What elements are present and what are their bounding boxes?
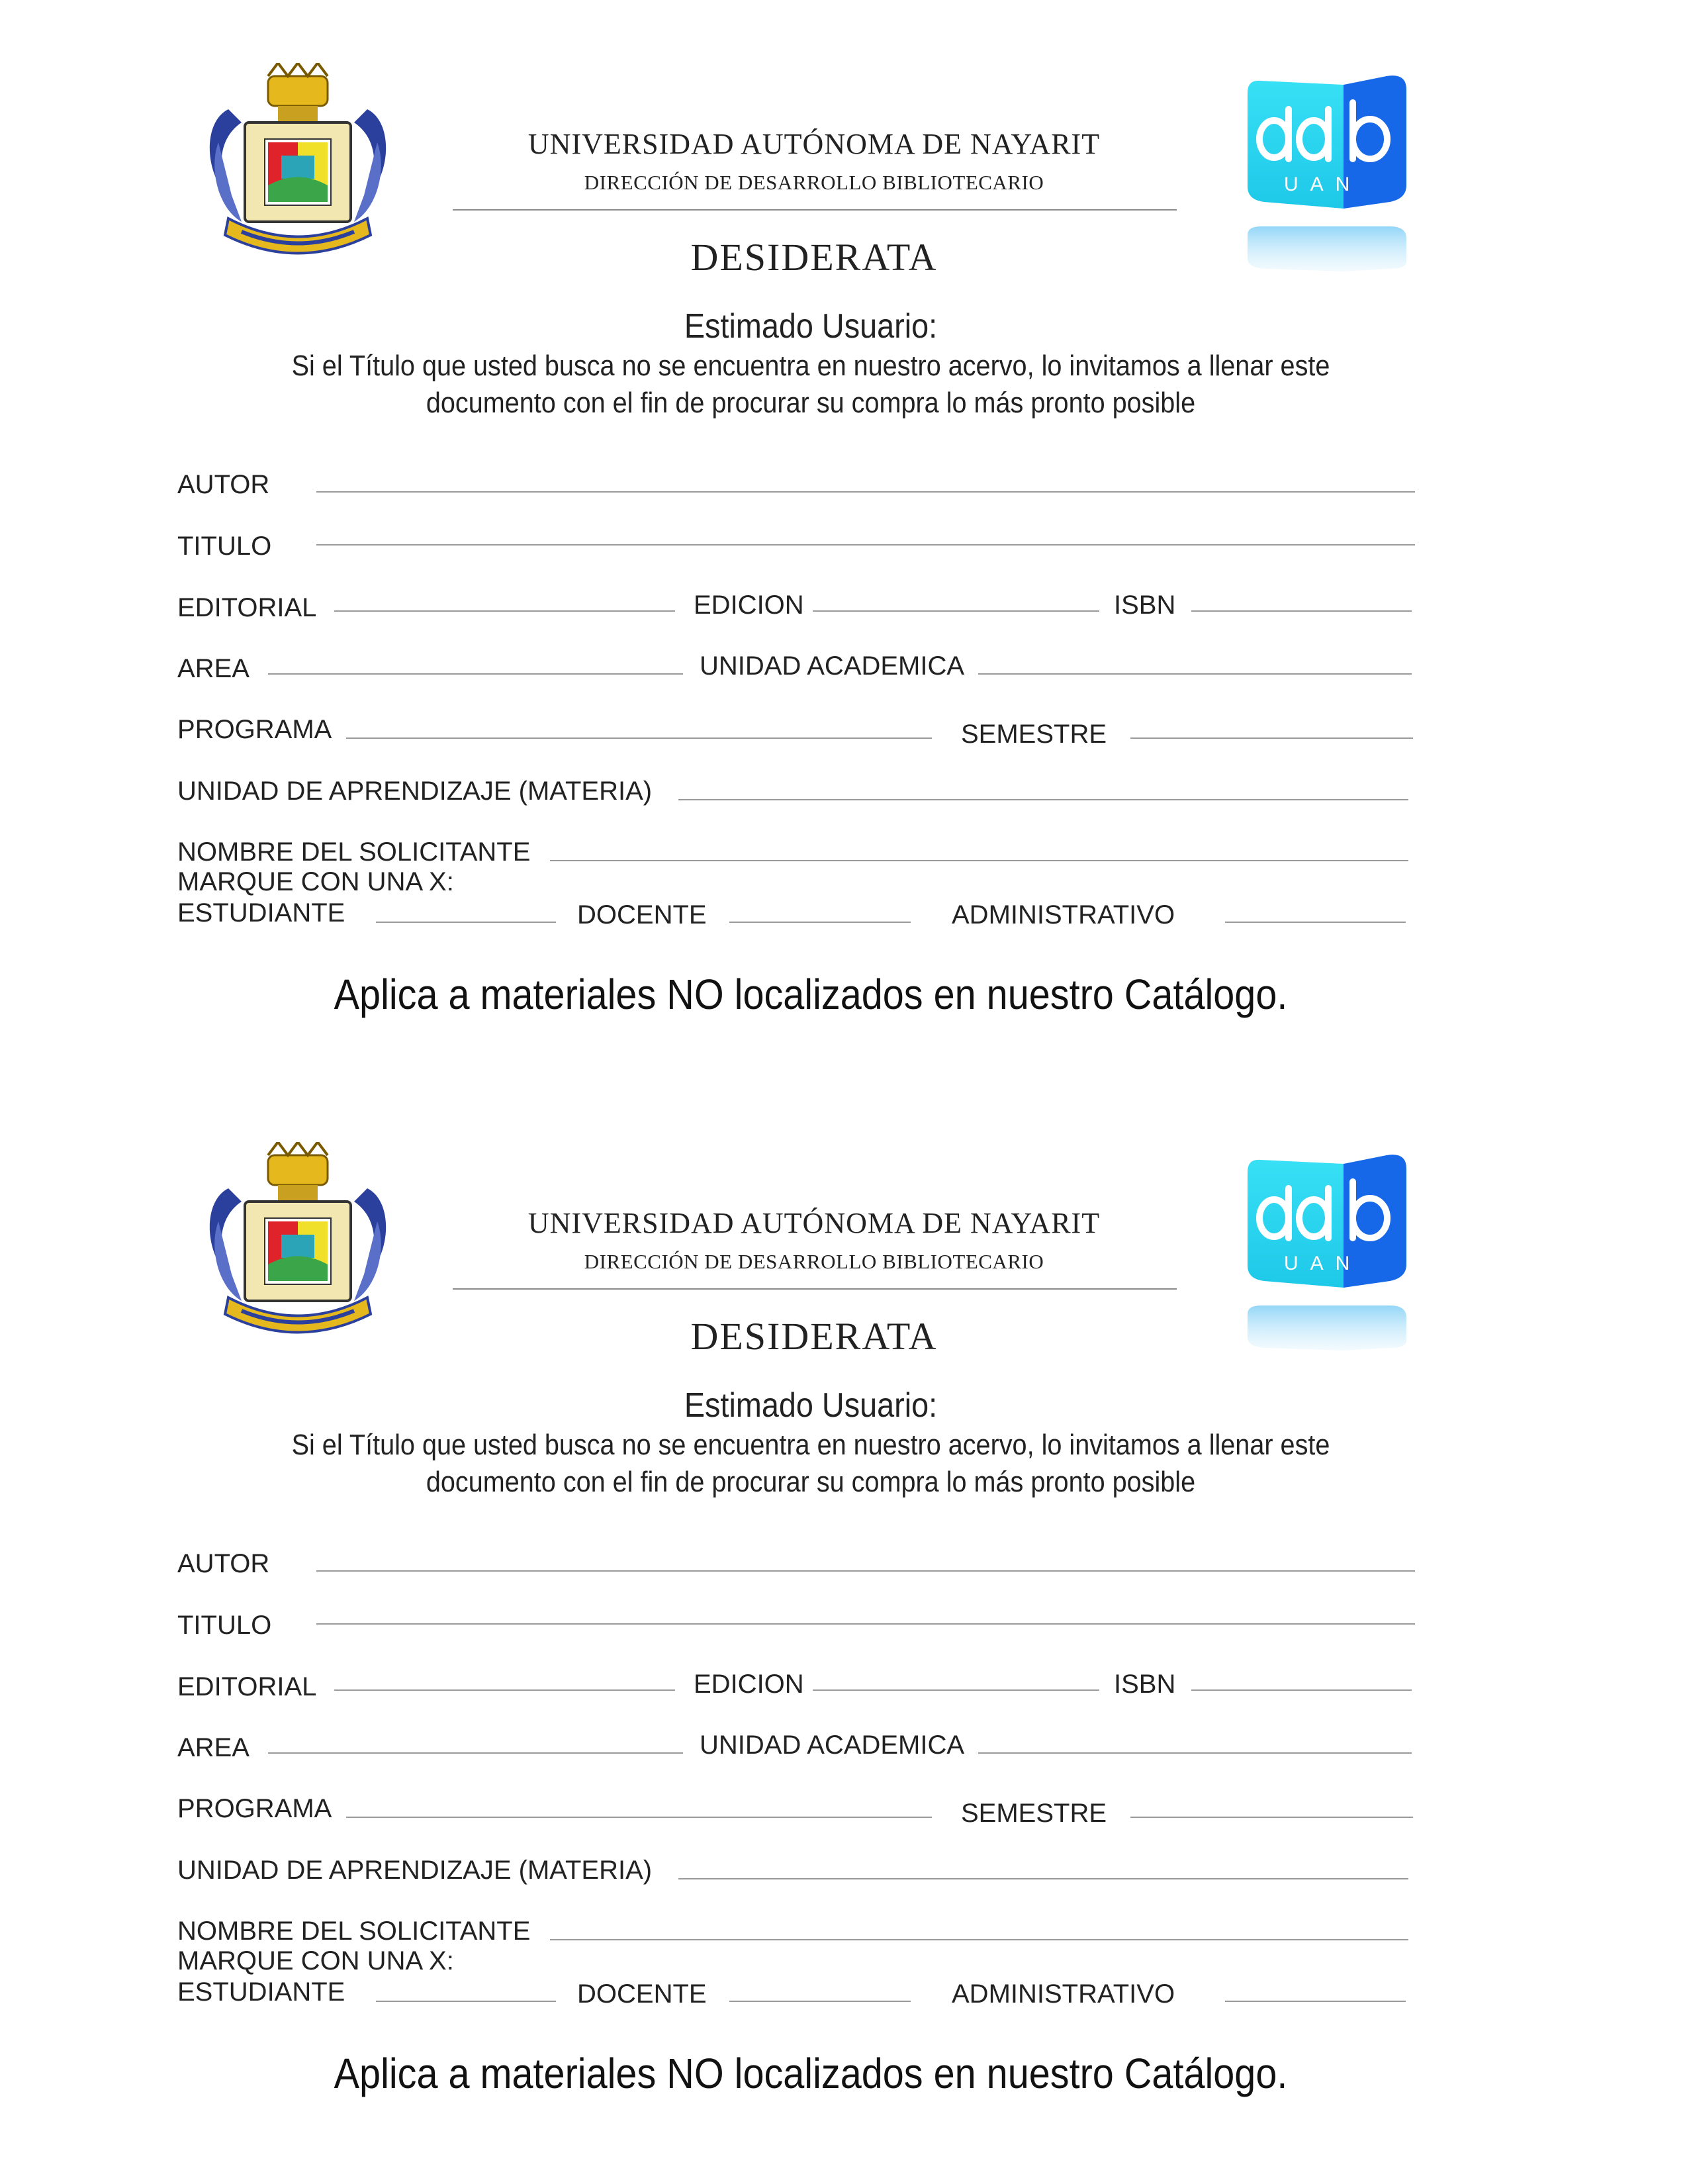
form-title: DESIDERATA bbox=[690, 236, 938, 279]
programa-field[interactable] bbox=[346, 1817, 932, 1818]
editorial-label: EDITORIAL bbox=[177, 1672, 317, 1701]
docente-checkbox-line[interactable] bbox=[729, 922, 911, 923]
ddb-uan-logo bbox=[1248, 1152, 1406, 1351]
docente-label: DOCENTE bbox=[577, 900, 707, 929]
titulo-field[interactable] bbox=[316, 544, 1415, 546]
edicion-label: EDICION bbox=[694, 591, 804, 620]
ddb-uan-logo bbox=[1248, 73, 1406, 271]
programa-label: PROGRAMA bbox=[177, 1794, 332, 1823]
university-crest-logo bbox=[202, 1142, 394, 1344]
unidad-aprendizaje-label: UNIDAD DE APRENDIZAJE (MATERIA) bbox=[177, 777, 653, 806]
autor-label: AUTOR bbox=[177, 1549, 270, 1578]
docente-checkbox-line[interactable] bbox=[729, 2001, 911, 2002]
desiderata-form bbox=[0, 1079, 1687, 2165]
estudiante-label: ESTUDIANTE bbox=[177, 1977, 345, 2007]
svg-text:UAN: UAN bbox=[1284, 173, 1362, 195]
area-field[interactable] bbox=[268, 673, 683, 675]
intro-line-1: Si el Título que usted busca no se encuentra en nuestro acervo, lo invitamos a llenar este bbox=[291, 1429, 1330, 1461]
desiderata-form bbox=[0, 0, 1687, 1086]
university-name: UNIVERSIDAD AUTÓNOMA DE NAYARIT bbox=[527, 128, 1101, 160]
area-label: AREA bbox=[177, 1733, 250, 1762]
edicion-field[interactable] bbox=[813, 1689, 1099, 1691]
isbn-field[interactable] bbox=[1191, 610, 1412, 612]
titulo-label: TITULO bbox=[177, 532, 272, 561]
unidad-academica-field[interactable] bbox=[978, 673, 1412, 675]
nombre-solicitante-field[interactable] bbox=[550, 1939, 1408, 1940]
editorial-field[interactable] bbox=[334, 1689, 675, 1691]
estudiante-checkbox-line[interactable] bbox=[376, 922, 556, 923]
nombre-solicitante-field[interactable] bbox=[550, 860, 1408, 861]
unidad-aprendizaje-label: UNIDAD DE APRENDIZAJE (MATERIA) bbox=[177, 1856, 653, 1885]
area-label: AREA bbox=[177, 654, 250, 683]
greeting: Estimado Usuario: bbox=[684, 1386, 938, 1425]
administrativo-label: ADMINISTRATIVO bbox=[952, 1979, 1175, 2009]
intro-line-2: documento con el fin de procurar su compra lo más pronto posible bbox=[426, 387, 1196, 419]
footer-note: Aplica a materiales NO localizados en nuestro Catálogo. bbox=[334, 2050, 1288, 2097]
administrativo-checkbox-line[interactable] bbox=[1225, 922, 1406, 923]
edicion-label: EDICION bbox=[694, 1670, 804, 1699]
titulo-field[interactable] bbox=[316, 1623, 1415, 1625]
header-rule bbox=[453, 1288, 1177, 1290]
intro-line-2: documento con el fin de procurar su compra lo más pronto posible bbox=[426, 1466, 1196, 1498]
department-name: DIRECCIÓN DE DESARROLLO BIBLIOTECARIO bbox=[584, 1250, 1044, 1273]
isbn-field[interactable] bbox=[1191, 1689, 1412, 1691]
unidad-aprendizaje-field[interactable] bbox=[678, 799, 1408, 800]
svg-text:UAN: UAN bbox=[1284, 1253, 1362, 1274]
editorial-label: EDITORIAL bbox=[177, 593, 317, 622]
autor-field[interactable] bbox=[316, 1570, 1415, 1572]
autor-label: AUTOR bbox=[177, 470, 270, 499]
unidad-academica-label: UNIDAD ACADEMICA bbox=[700, 651, 965, 681]
isbn-label: ISBN bbox=[1114, 1670, 1176, 1699]
footer-note: Aplica a materiales NO localizados en nuestro Catálogo. bbox=[334, 971, 1288, 1018]
unidad-aprendizaje-field[interactable] bbox=[678, 1878, 1408, 1879]
estudiante-checkbox-line[interactable] bbox=[376, 2001, 556, 2002]
nombre-solicitante-label: NOMBRE DEL SOLICITANTE bbox=[177, 837, 531, 867]
administrativo-label: ADMINISTRATIVO bbox=[952, 900, 1175, 929]
semestre-field[interactable] bbox=[1130, 737, 1413, 739]
intro-line-1: Si el Título que usted busca no se encuentra en nuestro acervo, lo invitamos a llenar este bbox=[291, 350, 1330, 382]
semestre-label: SEMESTRE bbox=[961, 720, 1107, 749]
editorial-field[interactable] bbox=[334, 610, 675, 612]
university-name: UNIVERSIDAD AUTÓNOMA DE NAYARIT bbox=[527, 1207, 1101, 1239]
form-title: DESIDERATA bbox=[690, 1315, 938, 1358]
university-crest-logo bbox=[202, 63, 394, 265]
estudiante-label: ESTUDIANTE bbox=[177, 898, 345, 927]
header-rule bbox=[453, 209, 1177, 211]
semestre-field[interactable] bbox=[1130, 1817, 1413, 1818]
greeting: Estimado Usuario: bbox=[684, 307, 938, 346]
nombre-solicitante-label: NOMBRE DEL SOLICITANTE bbox=[177, 1917, 531, 1946]
titulo-label: TITULO bbox=[177, 1611, 272, 1640]
marque-label: MARQUE CON UNA X: bbox=[177, 867, 454, 896]
administrativo-checkbox-line[interactable] bbox=[1225, 2001, 1406, 2002]
autor-field[interactable] bbox=[316, 491, 1415, 493]
unidad-academica-field[interactable] bbox=[978, 1752, 1412, 1754]
unidad-academica-label: UNIDAD ACADEMICA bbox=[700, 1731, 965, 1760]
semestre-label: SEMESTRE bbox=[961, 1799, 1107, 1828]
programa-label: PROGRAMA bbox=[177, 715, 332, 744]
docente-label: DOCENTE bbox=[577, 1979, 707, 2009]
department-name: DIRECCIÓN DE DESARROLLO BIBLIOTECARIO bbox=[584, 171, 1044, 194]
programa-field[interactable] bbox=[346, 737, 932, 739]
edicion-field[interactable] bbox=[813, 610, 1099, 612]
isbn-label: ISBN bbox=[1114, 591, 1176, 620]
area-field[interactable] bbox=[268, 1752, 683, 1754]
marque-label: MARQUE CON UNA X: bbox=[177, 1946, 454, 1975]
